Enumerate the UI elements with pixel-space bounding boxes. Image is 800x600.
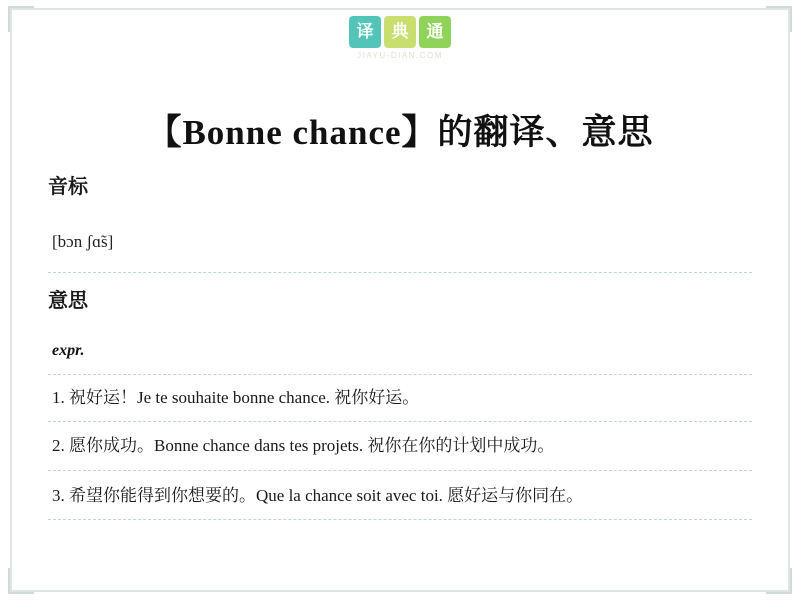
entry-text: 1. 祝好运！Je te souhaite bonne chance. 祝你好运。 [52,388,420,407]
part-of-speech-row [48,342,752,360]
phonetic-heading: 音标 [48,176,88,198]
meaning-section [48,284,752,313]
logo-block-1: 译 [349,16,381,48]
logo-blocks [349,16,451,48]
entry-text: 2. 愿你成功。Bonne chance dans tes projets. 祝你在你的计划中成功。 [52,436,555,455]
meaning-entry-2 [48,433,752,459]
divider-4 [48,470,752,471]
phonetic-section [48,170,752,199]
part-of-speech: expr. [52,342,85,359]
meaning-entry-3 [48,483,752,509]
meaning-heading: 意思 [48,290,88,312]
phonetic-value-row [48,232,752,252]
divider-2 [48,374,752,375]
site-logo[interactable] [0,16,800,60]
logo-block-3: 通 [419,16,451,48]
page-title: 【Bonne chance】的翻译、意思 [146,113,654,153]
logo-block-2: 典 [384,16,416,48]
divider-3 [48,421,752,422]
meaning-entry-1 [48,385,752,411]
divider-1 [48,272,752,273]
divider-5 [48,519,752,520]
logo-subtitle: JIAYU-DIAN.COM [357,51,443,60]
entry-text: 3. 希望你能得到你想要的。Que la chance soit avec toi. 愿好运与你同在。 [52,486,584,505]
phonetic-value: [bɔn ʃɑ̃s] [52,232,114,251]
